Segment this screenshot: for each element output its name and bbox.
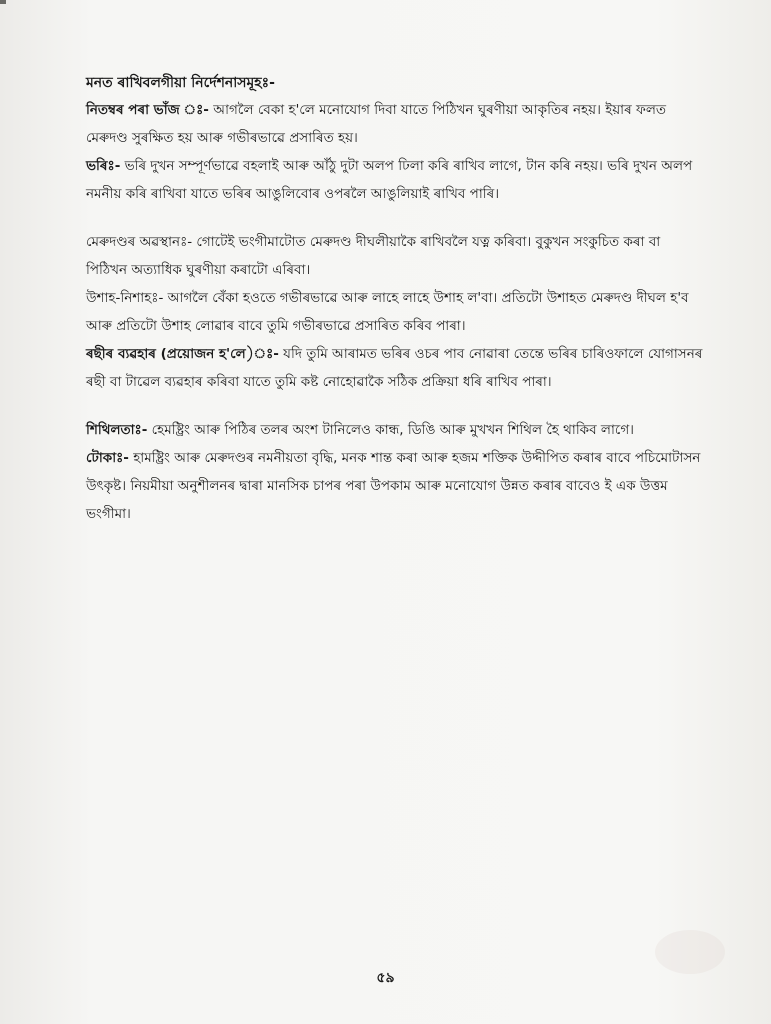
term-label: ৰছীৰ ব্যৱহাৰ (প্ৰয়োজন হ'লে)ঃ-: [86, 346, 279, 362]
instruction-text: ভৰি দুখন সম্পূৰ্ণভাৱে বহলাই আৰু আঁঠু দুটা অলপ ঢিলা কৰি ৰাখিব লাগে, টান কৰি নহয়। ভৰি দুখন অলপ নমনীয় কৰি ৰাখিবা যাতে ভৰিৰ আঙুলিবোৰ ওপৰলৈ আঙুলিয়াই ৰাখিব পাৰি।: [86, 158, 693, 202]
instruction-breathing: [86, 284, 704, 340]
instruction-text: হেমষ্ট্ৰিং আৰু পিঠিৰ তলৰ অংশ টানিলেও কান্ধ, ডিঙি আৰু মুখখন শিথিল হৈ থাকিব লাগে।: [147, 422, 635, 438]
instruction-legs: [86, 152, 704, 208]
term-label: মেৰুদণ্ডৰ অৱস্থানঃ-: [86, 234, 193, 250]
paragraph-gap: [86, 396, 704, 416]
instruction-relaxation: [86, 416, 704, 444]
term-label: উশাহ-নিশাহঃ-: [86, 290, 164, 306]
instruction-strap-use: [86, 340, 704, 396]
instruction-hip-fold: [86, 96, 704, 152]
instruction-text: যদি তুমি আৰামত ভৰিৰ ওচৰ পাব নোৱাৰা তেন্তে ভৰিৰ চাৰিওফালে যোগাসনৰ ৰছী বা টাৱেল ব্যৱহাৰ কৰিবা যাতে তুমি কষ্ট নোহোৱাকৈ সঠিক প্ৰক্ৰিয়া ধৰি ৰাখিব পাৰা।: [86, 346, 703, 390]
instruction-text: আগলৈ বেকা হ'লে মনোযোগ দিবা যাতে পিঠিখন ঘুৰণীয়া আকৃতিৰ নহয়। ইয়াৰ ফলত মেৰুদণ্ড সুৰক্ষিত হয় আৰু গভীৰভাৱে প্ৰসাৰিত হয়।: [86, 102, 667, 146]
instruction-text: হামষ্ট্ৰিং আৰু মেৰুদণ্ডৰ নমনীয়তা বৃদ্ধি, মনক শান্ত কৰা আৰু হজম শক্তিক উদ্দীপিত কৰাৰ বাবে পচিমোটাসন উৎকৃষ্ট। নিয়মীয়া অনুশীলনৰ দ্বাৰা মানসিক চাপৰ পৰা উপকাম আৰু মনোযোগ উন্নত কৰাৰ বাবেও ই এক উত্তম ভংগীমা।: [86, 450, 701, 522]
term-label: শিথিলতাঃ-: [86, 422, 148, 438]
page-corner-mark: [0, 0, 6, 4]
instruction-text: গোটেই ভংগীমাটোত মেৰুদণ্ড দীঘলীয়াকৈ ৰাখিবলৈ যত্ন কৰিবা। বুকুখন সংকুচিত কৰা বা পিঠিখন অত্যাধিক ঘুৰণীয়া কৰাটো এৰিবা।: [86, 234, 661, 278]
paragraph-gap: [86, 208, 704, 228]
page-number: ৫৯: [376, 970, 395, 986]
instruction-spine-position: [86, 228, 704, 284]
term-label: টোকাঃ-: [86, 450, 129, 466]
instruction-note: [86, 444, 704, 528]
term-label: নিতম্বৰ পৰা ভাঁজ ঃ-: [86, 102, 209, 118]
term-label: ভৰিঃ-: [86, 158, 121, 174]
instruction-text: আগলৈ বেঁকা হওতে গভীৰভাৱে আৰু লাহে লাহে উশাহ ল'বা। প্ৰতিটো উশাহত মেৰুদণ্ড দীঘল হ'ব আৰু প্ৰতিটো উশাহ লোৱাৰ বাবে তুমি গভীৰভাৱে প্ৰসাৰিত কৰিব পাৰা।: [86, 290, 689, 334]
page-content: [86, 70, 704, 528]
section-heading: মনত ৰাখিবলগীয়া নিৰ্দেশনাসমূহঃ-: [86, 75, 275, 91]
